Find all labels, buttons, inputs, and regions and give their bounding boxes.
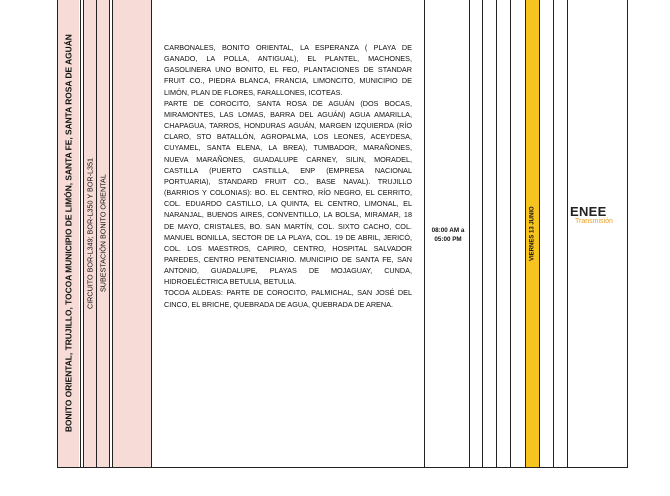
description-paragraph: TOCOA ALDEAS: PARTE DE COROCITO, PALMICHAL, SAN JOSÉ DEL CINCO, EL BRICHE, QUEBRADA DE AGUA, QUEBRADA DE ARENA. xyxy=(164,288,412,309)
time-end: 05:00 PM xyxy=(434,236,462,243)
logo-brand: ENEE xyxy=(570,204,607,219)
circuit-text: CIRCUITO BOR-L349; BOR-L350 Y BOR-L351 xyxy=(85,158,95,309)
work-cell xyxy=(113,0,151,467)
grid-line xyxy=(424,0,425,467)
enee-logo xyxy=(570,204,630,228)
grid-line xyxy=(539,0,540,467)
logo-subtitle: Transmisión xyxy=(575,218,613,225)
grid-line xyxy=(567,0,568,467)
date-cell xyxy=(527,0,538,467)
grid-line xyxy=(496,0,497,467)
description-paragraph: PARTE DE COROCITO, SANTA ROSA DE AGUÁN (DOS BOCAS, MIRAMONTES, LAS LOMAS, BARRA DEL AGUÁN) AGUA AMARILLA, CHAPAGUA, TARROS, HONDURAS AGUÁN, MARGEN IZQUIERDA (RÍO CLARO, STO BATALLÓN, AGROPALMA, LOS LEONES, ACEYDESA, CUYAMEL, SANTA ELENA, LA BREA), TUMBADOR, MARAÑONES, NUEVA MARAÑONES, GUADALUPE CARNEY, SILIN, MORADEL, CASTILLA (PUERTO CASTILLA, ENP (EMPRESA NACIONAL PORTUARIA), STANDARD FRUIT CO., BASE NAVAL). TRUJILLO (BARRIOS Y COLONIAS): BO. EL CENTRO, RÍO NEGRO, EL CERRITO, COL. EDUARDO CASTILLO, LA QUINTA, EL CENTRO, LIMONAL, EL NARANJAL, BUENOS AIRES, CONVENTILLO, LA BOLSA, MIRAMAR, 18 DE MAYO, CRISTALES, BO. SAN MARTÍN, COL. SIXTO CACHO, COL. MANUEL BONILLA, SECTOR DE LA PLAYA, COL. 19 DE ABRIL, JERICÓ, COL. LOS MAESTROS, CAPIRO, CENTRO, HOSPITAL SALVADOR PAREDES, CENTRO PENITENCIARIO. MUNICIPIO DE SANTA FE, SAN ANTONIO, GUADALUPE, PLAYAS DE MOJAGUAY, CUNDA, HIDROELÉCTRICA BETULIA, BETULIA. xyxy=(164,98,412,287)
date-text: VIERNES 13 JUNIO xyxy=(529,206,536,261)
grid-line xyxy=(482,0,483,467)
substation-text: SUBESTACIÓN BONITO ORIENTAL xyxy=(98,174,108,293)
time-cell xyxy=(426,226,470,244)
affected-areas-description xyxy=(164,42,412,310)
grid-line xyxy=(510,0,511,467)
time-start: 08:00 AM a xyxy=(431,227,465,234)
grid-line-bottom xyxy=(57,467,628,468)
grid-line xyxy=(525,0,526,467)
grid-line xyxy=(627,0,628,467)
grid-line xyxy=(553,0,554,467)
description-paragraph: CARBONALES, BONITO ORIENTAL, LA ESPERANZA ( PLAYA DE GANADO, LA POLLA, ANTIGUAL), EL PLANTEL, MACHONES, GASOLINERA UNO BONITO, EL FEO, PLANTACIONES DE STANDAR FRUIT CO., PIEDRA BLANCA, FRANCIA, LIMONCITO, MUNICIPIO DE LIMÓN, PLAN DE FLORES, FARALLONES, ICOTEAS. xyxy=(164,43,412,97)
region-text: BONITO ORIENTAL, TRUJILLO, TOCOA MUNICIPIO DE LIMÓN, SANTA FE, SANTA ROSA DE AGUÁN xyxy=(63,34,74,433)
